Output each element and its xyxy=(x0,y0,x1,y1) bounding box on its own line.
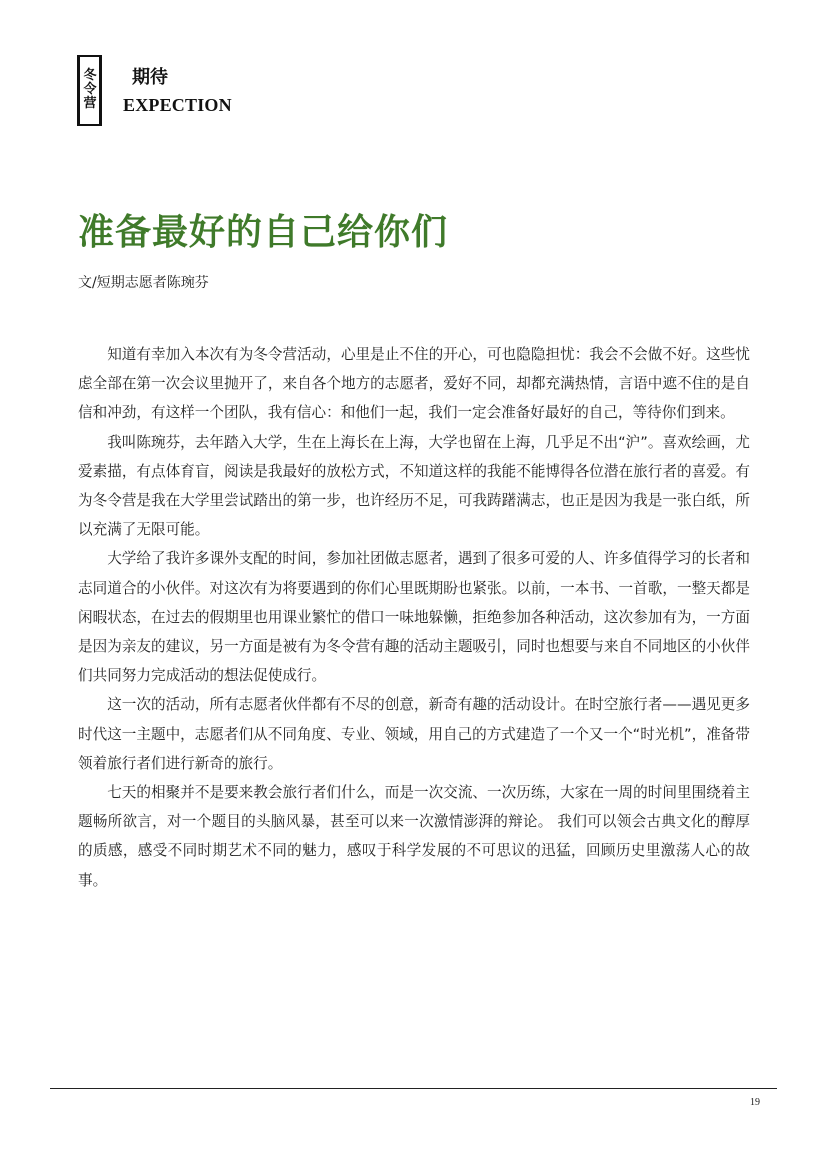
section-vertical-label: 冬令营 xyxy=(83,68,97,111)
paragraph: 大学给了我许多课外支配的时间，参加社团做志愿者，遇到了很多可爱的人、许多值得学习的长者和志同道合的小伙伴。对这次有为将要遇到的你们心里既期盼也紧张。以前，一本书、一首歌，一整天都是闲暇状态，在过去的假期里也用课业繁忙的借口一味地躲懒，拒绝参加各种活动，这次参加有为，一方面是因为亲友的建议，另一方面是被有为冬令营有趣的活动主题吸引，同时也想要与来自不同地区的小伙伴们共同努力完成活动的想法促使成行。 xyxy=(78,550,750,685)
footer-divider xyxy=(50,1088,777,1089)
section-title: 期待 xyxy=(132,67,168,88)
article-body xyxy=(78,340,750,895)
article-title: 准备最好的自己给你们 xyxy=(78,211,449,253)
paragraph: 我叫陈琬芬，去年踏入大学，生在上海长在上海，大学也留在上海，几乎足不出“沪”。喜欢绘画，尤爱素描，有点体育盲，阅读是我最好的放松方式，不知道这样的我能不能博得各位潜在旅行者的喜爱。有为冬令营是我在大学里尝试踏出的第一步，也许经历不足，可我踌躇满志，也正是因为我是一张白纸，所以充满了无限可能。 xyxy=(78,433,750,539)
page-number: 19 xyxy=(750,1097,760,1108)
paragraph: 知道有幸加入本次有为冬令营活动，心里是止不住的开心，可也隐隐担忧：我会不会做不好。这些忧虑全部在第一次会议里抛开了，来自各个地方的志愿者，爱好不同，却都充满热情，言语中遮不住的是自信和冲劲，有这样一个团队，我有信心：和他们一起，我们一定会准备好最好的自己，等待你们到来。 xyxy=(78,346,750,422)
article-byline: 文/短期志愿者陈琬芬 xyxy=(78,275,209,291)
paragraph: 七天的相聚并不是要来教会旅行者们什么，而是一次交流、一次历练，大家在一周的时间里围绕着主题畅所欲言，对一个题目的头脑风暴，甚至可以来一次激情澎湃的辩论。 我们可以领会古典文化的醇厚的质感，感受不同时期艺术不同的魅力，感叹于科学发展的不可思议的迅猛，回顾历史里激荡人心的故事。 xyxy=(78,784,750,889)
section-subtitle: EXPECTION xyxy=(123,95,232,115)
paragraph: 这一次的活动，所有志愿者伙伴都有不尽的创意，新奇有趣的活动设计。在时空旅行者——遇见更多时代这一主题中，志愿者们从不同角度、专业、领域，用自己的方式建造了一个又一个“时光机”，准备带领着旅行者们进行新奇的旅行。 xyxy=(78,696,750,772)
